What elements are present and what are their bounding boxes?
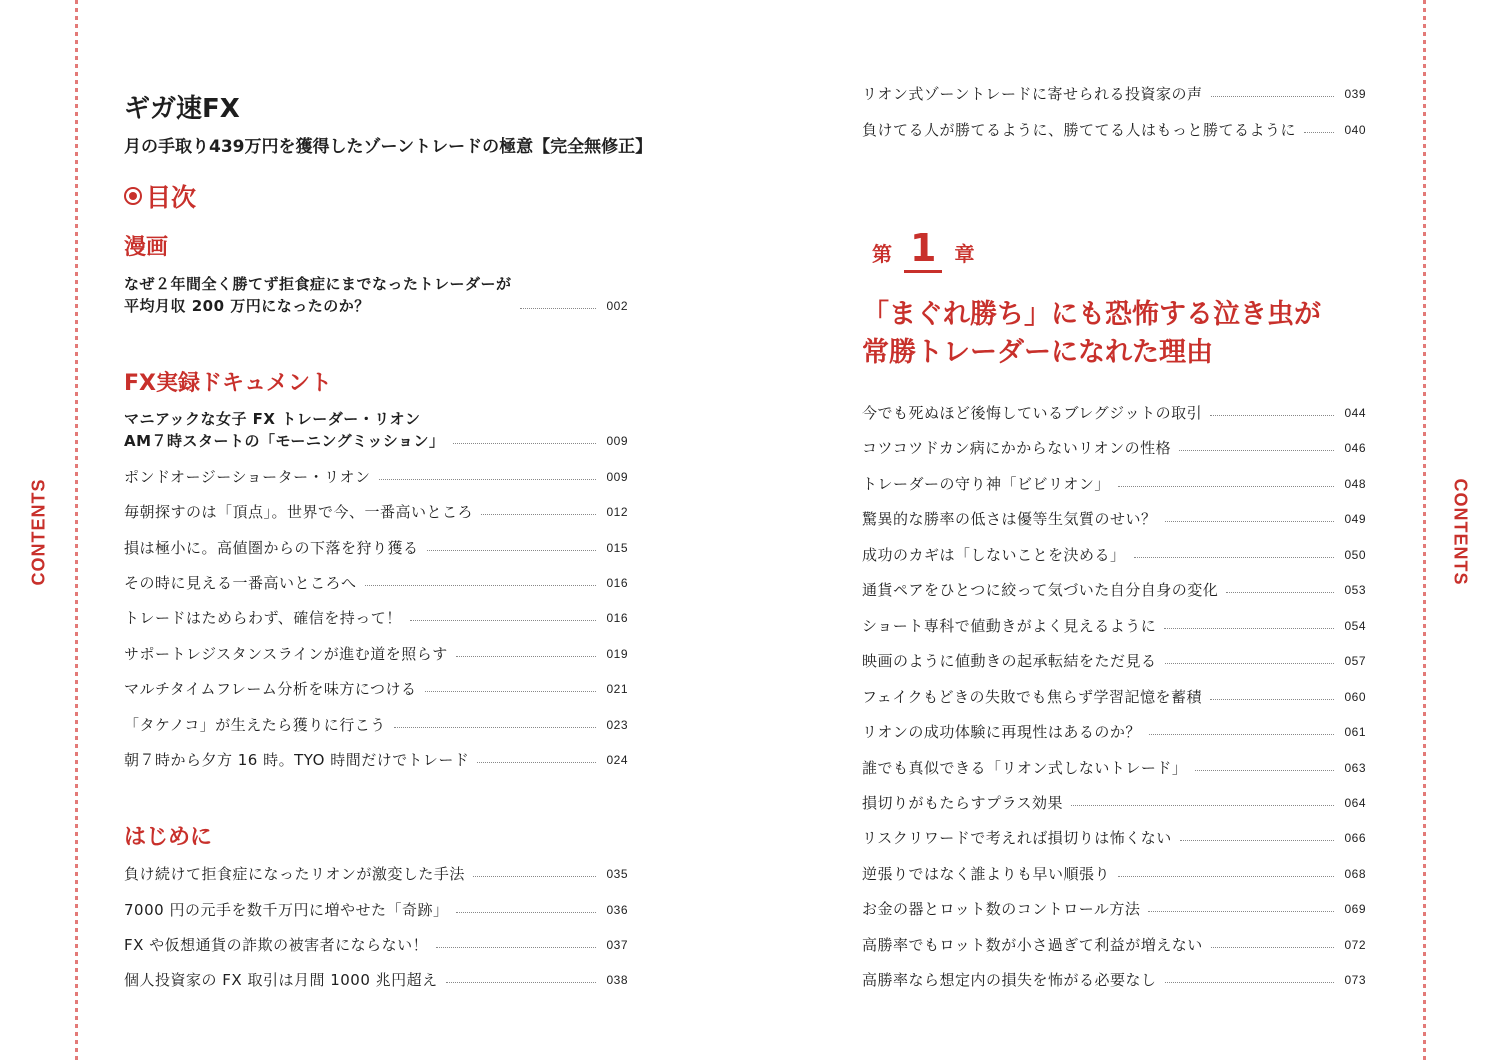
toc-entry[interactable] [862, 508, 1366, 530]
toc-entry[interactable] [862, 969, 1366, 991]
toc-entry-page: 009 [606, 470, 628, 484]
toc-entry-title: サポートレジスタンスラインが進む道を照らす [124, 645, 448, 663]
toc-entry-title: 逆張りではなく誰よりも早い順張り [862, 865, 1111, 883]
toc-entry-title: トレーダーの守り神「ビビリオン」 [862, 475, 1110, 493]
leader-dots [473, 876, 597, 877]
toc-entry-page: 069 [1344, 902, 1366, 916]
leader-dots [1195, 770, 1334, 771]
toc-entry-title: コツコツドカン病にかからないリオンの性格 [862, 439, 1172, 457]
toc-entry-page: 063 [1344, 761, 1366, 775]
toc-entry-page: 021 [606, 682, 628, 696]
toc-entry-title: 損切りがもたらすプラス効果 [862, 794, 1064, 812]
toc-entry-title: 高勝率でもロット数が小さ過ぎて利益が増えない [862, 936, 1203, 954]
leader-dots [453, 443, 597, 444]
toc-entry[interactable] [862, 402, 1366, 424]
toc-entry[interactable] [862, 544, 1366, 566]
leader-dots [1165, 663, 1335, 664]
leader-dots [436, 947, 596, 948]
toc-entry-title: リオンの成功体験に再現性はあるのか？ [862, 723, 1141, 741]
toc-entry-title: マニアックな女子 FX トレーダー・リオン AM７時スタートの「モーニングミッション」 [124, 410, 445, 450]
toc-entry-title: リスクリワードで考えれば損切りは怖くない [862, 829, 1172, 847]
toc-entry[interactable] [124, 969, 628, 991]
toc-entry-title: ショート専科で値動きがよく見えるように [862, 617, 1157, 635]
toc-entry-page: 002 [606, 299, 628, 313]
toc-entry[interactable] [124, 934, 628, 956]
chapter-label [872, 226, 974, 273]
toc-entry-page: 073 [1344, 973, 1366, 987]
toc-entry-page: 046 [1344, 441, 1366, 455]
toc-entry-page: 019 [606, 647, 628, 661]
toc-entry-title: 「タケノコ」が生えたら獲りに行こう [124, 716, 386, 734]
toc-entry[interactable] [124, 607, 628, 629]
leader-dots [1148, 911, 1334, 912]
leader-dots [365, 585, 597, 586]
leader-dots [1071, 805, 1334, 806]
toc-entry-page: 053 [1344, 583, 1366, 597]
toc-entry-title: 7000 円の元手を数千万円に増やせた「奇跡」 [124, 901, 449, 919]
toc-entry-title: 高勝率なら想定内の損失を怖がる必要なし [862, 971, 1157, 989]
toc-entry-title: なぜ２年間全く勝てず拒食症にまでなったトレーダーが 平均月収 200 万円になったのか？ [124, 275, 512, 315]
toc-entry-title: FX や仮想通貨の詐欺の被害者にならない！ [124, 936, 429, 954]
toc-entry[interactable] [862, 119, 1366, 141]
leader-dots [1134, 557, 1335, 558]
section-heading-intro: はじめに [124, 825, 213, 850]
toc-entry[interactable] [862, 792, 1366, 814]
toc-entry[interactable] [862, 650, 1366, 672]
toc-entry-page: 044 [1344, 406, 1366, 420]
contents-heading-text: 目次 [146, 183, 197, 212]
toc-entry-page: 012 [606, 505, 628, 519]
leader-dots [1210, 415, 1334, 416]
toc-entry[interactable] [862, 473, 1366, 495]
leader-dots [1149, 734, 1335, 735]
toc-entry-title: ポンドオージーショーター・リオン [124, 468, 371, 486]
toc-entry-page: 064 [1344, 796, 1366, 810]
chapter-title-line1: 「まぐれ勝ち」にも恐怖する泣き虫が [862, 299, 1321, 330]
toc-entry-title: 成功のカギは「しないことを決める」 [862, 546, 1126, 564]
toc-entry-title: 驚異的な勝率の低さは優等生気質のせい？ [862, 510, 1157, 528]
toc-entry-page: 068 [1344, 867, 1366, 881]
toc-entry-page: 049 [1344, 512, 1366, 526]
toc-entry-title: フェイクもどきの失敗でも焦らず学習記憶を蓄積 [862, 688, 1202, 706]
leader-dots [410, 620, 597, 621]
toc-entry-title: 誰でも真似できる「リオン式しないトレード」 [862, 759, 1188, 777]
chapter-title-line2: 常勝トレーダーになれた理由 [862, 337, 1213, 368]
toc-entry-page: 050 [1344, 548, 1366, 562]
toc-entry-title: 映画のように値動きの起承転結をただ見る [862, 652, 1157, 670]
toc-entry-title: リオン式ゾーントレードに寄せられる投資家の声 [862, 85, 1203, 103]
book-title: ギガ速FX [124, 94, 240, 124]
leader-dots [1226, 592, 1334, 593]
leader-dots [1210, 699, 1335, 700]
book-subtitle: 月の手取り439万円を獲得したゾーントレードの極意【完全無修正】 [124, 137, 653, 157]
chapter-prefix: 第 [872, 242, 892, 266]
toc-entry-title: 今でも死ぬほど後悔しているブレグジットの取引 [862, 404, 1203, 422]
target-bullet-icon [124, 187, 142, 205]
leader-dots [1165, 521, 1335, 522]
toc-entry[interactable] [124, 537, 628, 559]
leader-dots [1164, 628, 1334, 629]
toc-entry-page: 039 [1344, 87, 1366, 101]
toc-entry-page: 024 [606, 753, 628, 767]
toc-entry-page: 057 [1344, 654, 1366, 668]
toc-entry-title: 負け続けて拒食症になったリオンが激変した手法 [124, 865, 465, 883]
leader-dots [456, 912, 596, 913]
toc-entry-title: 損は極小に。高値圏からの下落を狩り獲る [124, 539, 419, 557]
leader-dots [1211, 96, 1335, 97]
leader-dots [477, 762, 596, 763]
section-heading-manga: 漫画 [124, 235, 169, 260]
toc-entry-page: 072 [1344, 938, 1366, 952]
toc-entry[interactable] [862, 863, 1366, 885]
toc-entry-page: 023 [606, 718, 628, 732]
left-page-edge [75, 0, 78, 1064]
leader-dots [394, 727, 597, 728]
toc-entry-page: 066 [1344, 831, 1366, 845]
toc-entry[interactable] [124, 714, 628, 736]
toc-entry[interactable] [862, 615, 1366, 637]
toc-entry-title: 個人投資家の FX 取引は月間 1000 兆円超え [124, 971, 438, 989]
toc-entry[interactable] [124, 572, 628, 594]
toc-entry[interactable] [862, 83, 1366, 105]
toc-entry-page: 036 [606, 903, 628, 917]
toc-entry[interactable] [862, 579, 1366, 601]
toc-entry-page: 016 [606, 611, 628, 625]
toc-entry-page: 009 [606, 434, 628, 448]
chapter-title [862, 296, 1321, 372]
toc-entry[interactable] [124, 749, 628, 771]
leader-dots [520, 308, 597, 309]
toc-entry[interactable] [862, 437, 1366, 459]
chapter-suffix: 章 [954, 242, 975, 266]
toc-entry[interactable] [862, 827, 1366, 849]
toc-entry-title: トレードはためらわず、確信を持って！ [124, 609, 402, 627]
leader-dots [1165, 982, 1335, 983]
toc-entry[interactable] [862, 898, 1366, 920]
toc-entry-page: 038 [606, 973, 628, 987]
toc-entry-title: 毎朝探すのは「頂点」。世界で今、一番高いところ [124, 503, 474, 521]
toc-entry-page: 015 [606, 541, 628, 555]
contents-heading [124, 178, 196, 214]
side-label-left: CONTENTS [28, 478, 49, 586]
leader-dots [481, 514, 596, 515]
toc-entry-title: お金の器とロット数のコントロール方法 [862, 900, 1141, 918]
leader-dots [1179, 450, 1334, 451]
leader-dots [1180, 840, 1335, 841]
toc-entry-page: 040 [1344, 123, 1366, 137]
chapter-number: 1 [904, 226, 942, 273]
toc-entry[interactable] [124, 466, 628, 488]
toc-entry-page: 016 [606, 576, 628, 590]
toc-entry-page: 035 [606, 867, 628, 881]
leader-dots [1118, 486, 1335, 487]
toc-entry-page: 037 [606, 938, 628, 952]
toc-entry-title: 朝７時から夕方 16 時。TYO 時間だけでトレード [124, 751, 470, 769]
side-label-right: CONTENTS [1450, 478, 1471, 586]
toc-entry[interactable] [124, 678, 628, 700]
toc-entry-title: 負けてる人が勝てるように、勝ててる人はもっと勝てるように [862, 121, 1297, 139]
toc-entry-title: その時に見える一番高いところへ [124, 574, 357, 592]
right-page-edge [1423, 0, 1426, 1064]
leader-dots [379, 479, 597, 480]
leader-dots [446, 982, 597, 983]
section-heading-fx-docs: FX実録ドキュメント [124, 371, 332, 396]
toc-entry[interactable] [124, 863, 628, 885]
toc-entry[interactable] [124, 899, 628, 921]
toc-entry[interactable] [862, 934, 1366, 956]
toc-entry[interactable] [124, 408, 628, 452]
toc-entry-page: 061 [1344, 725, 1366, 739]
toc-entry[interactable] [862, 686, 1366, 708]
leader-dots [1211, 947, 1335, 948]
toc-entry[interactable] [124, 273, 628, 317]
toc-entry-page: 054 [1344, 619, 1366, 633]
leader-dots [1118, 876, 1334, 877]
leader-dots [456, 656, 597, 657]
leader-dots [427, 550, 597, 551]
toc-entry[interactable] [862, 757, 1366, 779]
toc-entry-page: 048 [1344, 477, 1366, 491]
leader-dots [1304, 132, 1334, 133]
leader-dots [425, 691, 597, 692]
toc-entry[interactable] [124, 643, 628, 665]
toc-entry[interactable] [124, 501, 628, 523]
toc-entry-title: 通貨ペアをひとつに絞って気づいた自分自身の変化 [862, 581, 1219, 599]
toc-entry-title: マルチタイムフレーム分析を味方につける [124, 680, 417, 698]
toc-entry[interactable] [862, 721, 1366, 743]
toc-entry-page: 060 [1344, 690, 1366, 704]
